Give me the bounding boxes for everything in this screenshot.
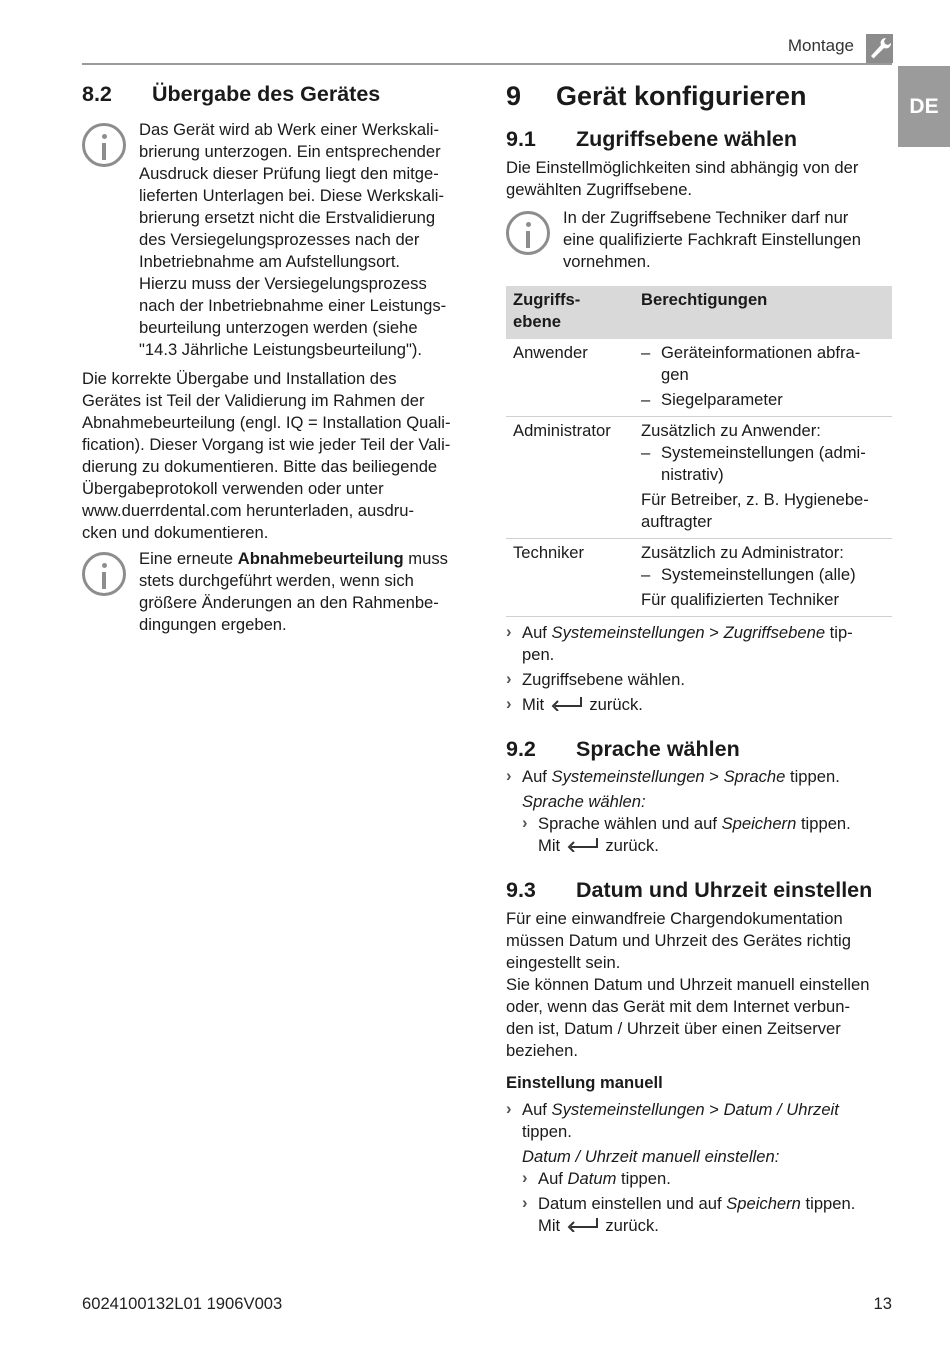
sub-steps — [506, 813, 896, 857]
step-item: › Auf Systemeinstellungen > Zugriffsebene tip- pen. — [506, 622, 896, 666]
step-item: › Auf Systemeinstellungen > Datum / Uhrzeit tippen. — [506, 1099, 896, 1143]
cell-level: Administrator — [506, 417, 634, 539]
header-rule — [82, 63, 892, 65]
wrench-icon — [866, 34, 893, 63]
step-item: › Mit zurück. — [506, 694, 896, 716]
info-note-abnahme: Eine erneute Abnahmebeurteilung muss stets durchgeführt werden, wenn sich größere Änderungen an den Rahmenbe- dingungen ergeben. — [139, 549, 448, 634]
section-9-3-paragraph: Für eine einwandfreie Chargendokumentation müssen Datum und Uhrzeit des Gerätes richtig eingestellt sein. Sie können Datum und Uhrzeit manuell einstellen oder, wenn das Gerät mit dem Internet verbun- den ist, Datum / Uhrzeit über einen Zeitserver beziehen. — [506, 909, 870, 1060]
step-item: › Datum einstellen und auf Speichern tippen. Mit zurück. — [522, 1193, 896, 1237]
cell-permissions: – Geräteinformationen abfra- gen – Siegelparameter — [634, 339, 892, 417]
permissions-table — [506, 286, 892, 617]
info-icon — [82, 123, 126, 167]
table-row — [506, 417, 892, 539]
step-item: › Zugriffsebene wählen. — [506, 669, 896, 691]
subheading-einstellung-manuell: Einstellung manuell — [506, 1073, 663, 1092]
table-row — [506, 539, 892, 617]
info-note-techniker: In der Zugriffsebene Techniker darf nur eine qualifizierte Fachkraft Einstellungen vornehmen. — [563, 208, 861, 271]
sub-steps — [506, 1168, 896, 1237]
info-icon — [82, 552, 126, 596]
page-number: 13 — [873, 1294, 892, 1313]
footer-doc-id: 6024100132L01 1906V003 — [82, 1294, 283, 1313]
return-key-icon — [551, 697, 583, 711]
steps-9-1 — [506, 622, 896, 716]
step-item: › Sprache wählen und auf Speichern tippen. Mit zurück. — [522, 813, 896, 857]
body-paragraph-8-2: Die korrekte Übergabe und Installation des Gerätes ist Teil der Validierung im Rahmen der Abnahmebeurteilung (engl. IQ = Installation Quali- fication). Dieser Vorgang ist wie jeder Teil der Vali- dierung zu dokumentieren. Bitte das beiliegende Übergabeprotokoll verwenden oder unter www.duerrdental.com herunterladen, ausdru- cken und dokumentieren. — [82, 369, 451, 542]
section-8-2-heading: 8.2 Übergabe des Gerätes — [82, 82, 381, 106]
table-header-row — [506, 286, 892, 339]
section-9-1-intro: Die Einstellmöglichkeiten sind abhängig von der gewählten Zugriffsebene. — [506, 158, 859, 199]
section-9-3-heading: 9.3 Datum und Uhrzeit einstellen — [506, 878, 873, 902]
info-icon — [506, 211, 550, 255]
header-section-title: Montage — [787, 36, 854, 55]
section-9-1-heading: 9.1 Zugriffsebene wählen — [506, 127, 798, 151]
sub-heading: Datum / Uhrzeit manuell einstellen: — [522, 1147, 780, 1166]
steps-9-2 — [506, 766, 896, 857]
step-item: › Auf Datum tippen. — [522, 1168, 896, 1190]
steps-9-3 — [506, 1099, 896, 1237]
info-note-8-2: Das Gerät wird ab Werk einer Werkskali- brierung unterzogen. Ein entsprechender Ausdruck dieser Prüfung liegt den mitge- lieferten Unterlagen bei. Diese Werkskali- brierung ersetzt nicht die Erstvalidierung des Versiegelungsprozesses nach der Inbetriebnahme am Aufstellungsort. Hierzu muss der Versiegelungsprozess nach der Inbetriebnahme einer Leistungs- beurteilung unterzogen werden (siehe "14.3 Jährliche Leistungsbeurteilung"). — [139, 120, 447, 359]
cell-level: Anwender — [506, 339, 634, 417]
col-header-level: Zugriffs- ebene — [506, 286, 634, 339]
sub-heading: Sprache wählen: — [522, 792, 646, 811]
section-9-2-heading: 9.2 Sprache wählen — [506, 737, 740, 761]
return-key-icon — [567, 1218, 599, 1232]
cell-permissions: Zusätzlich zu Anwender: – Systemeinstellungen (admi- nistrativ) Für Betreiber, z. B. Hygienebe- auftragter — [634, 417, 892, 539]
cell-level: Techniker — [506, 539, 634, 617]
language-tab: DE — [898, 66, 950, 147]
step-item: › Auf Systemeinstellungen > Sprache tippen. — [506, 766, 896, 788]
return-key-icon — [567, 838, 599, 852]
table-row — [506, 339, 892, 417]
chapter-9-heading: 9 Gerät konfigurieren — [506, 81, 807, 111]
col-header-permissions: Berechtigungen — [634, 286, 892, 339]
cell-permissions: Zusätzlich zu Administrator: – Systemeinstellungen (alle) Für qualifizierten Techniker — [634, 539, 892, 617]
